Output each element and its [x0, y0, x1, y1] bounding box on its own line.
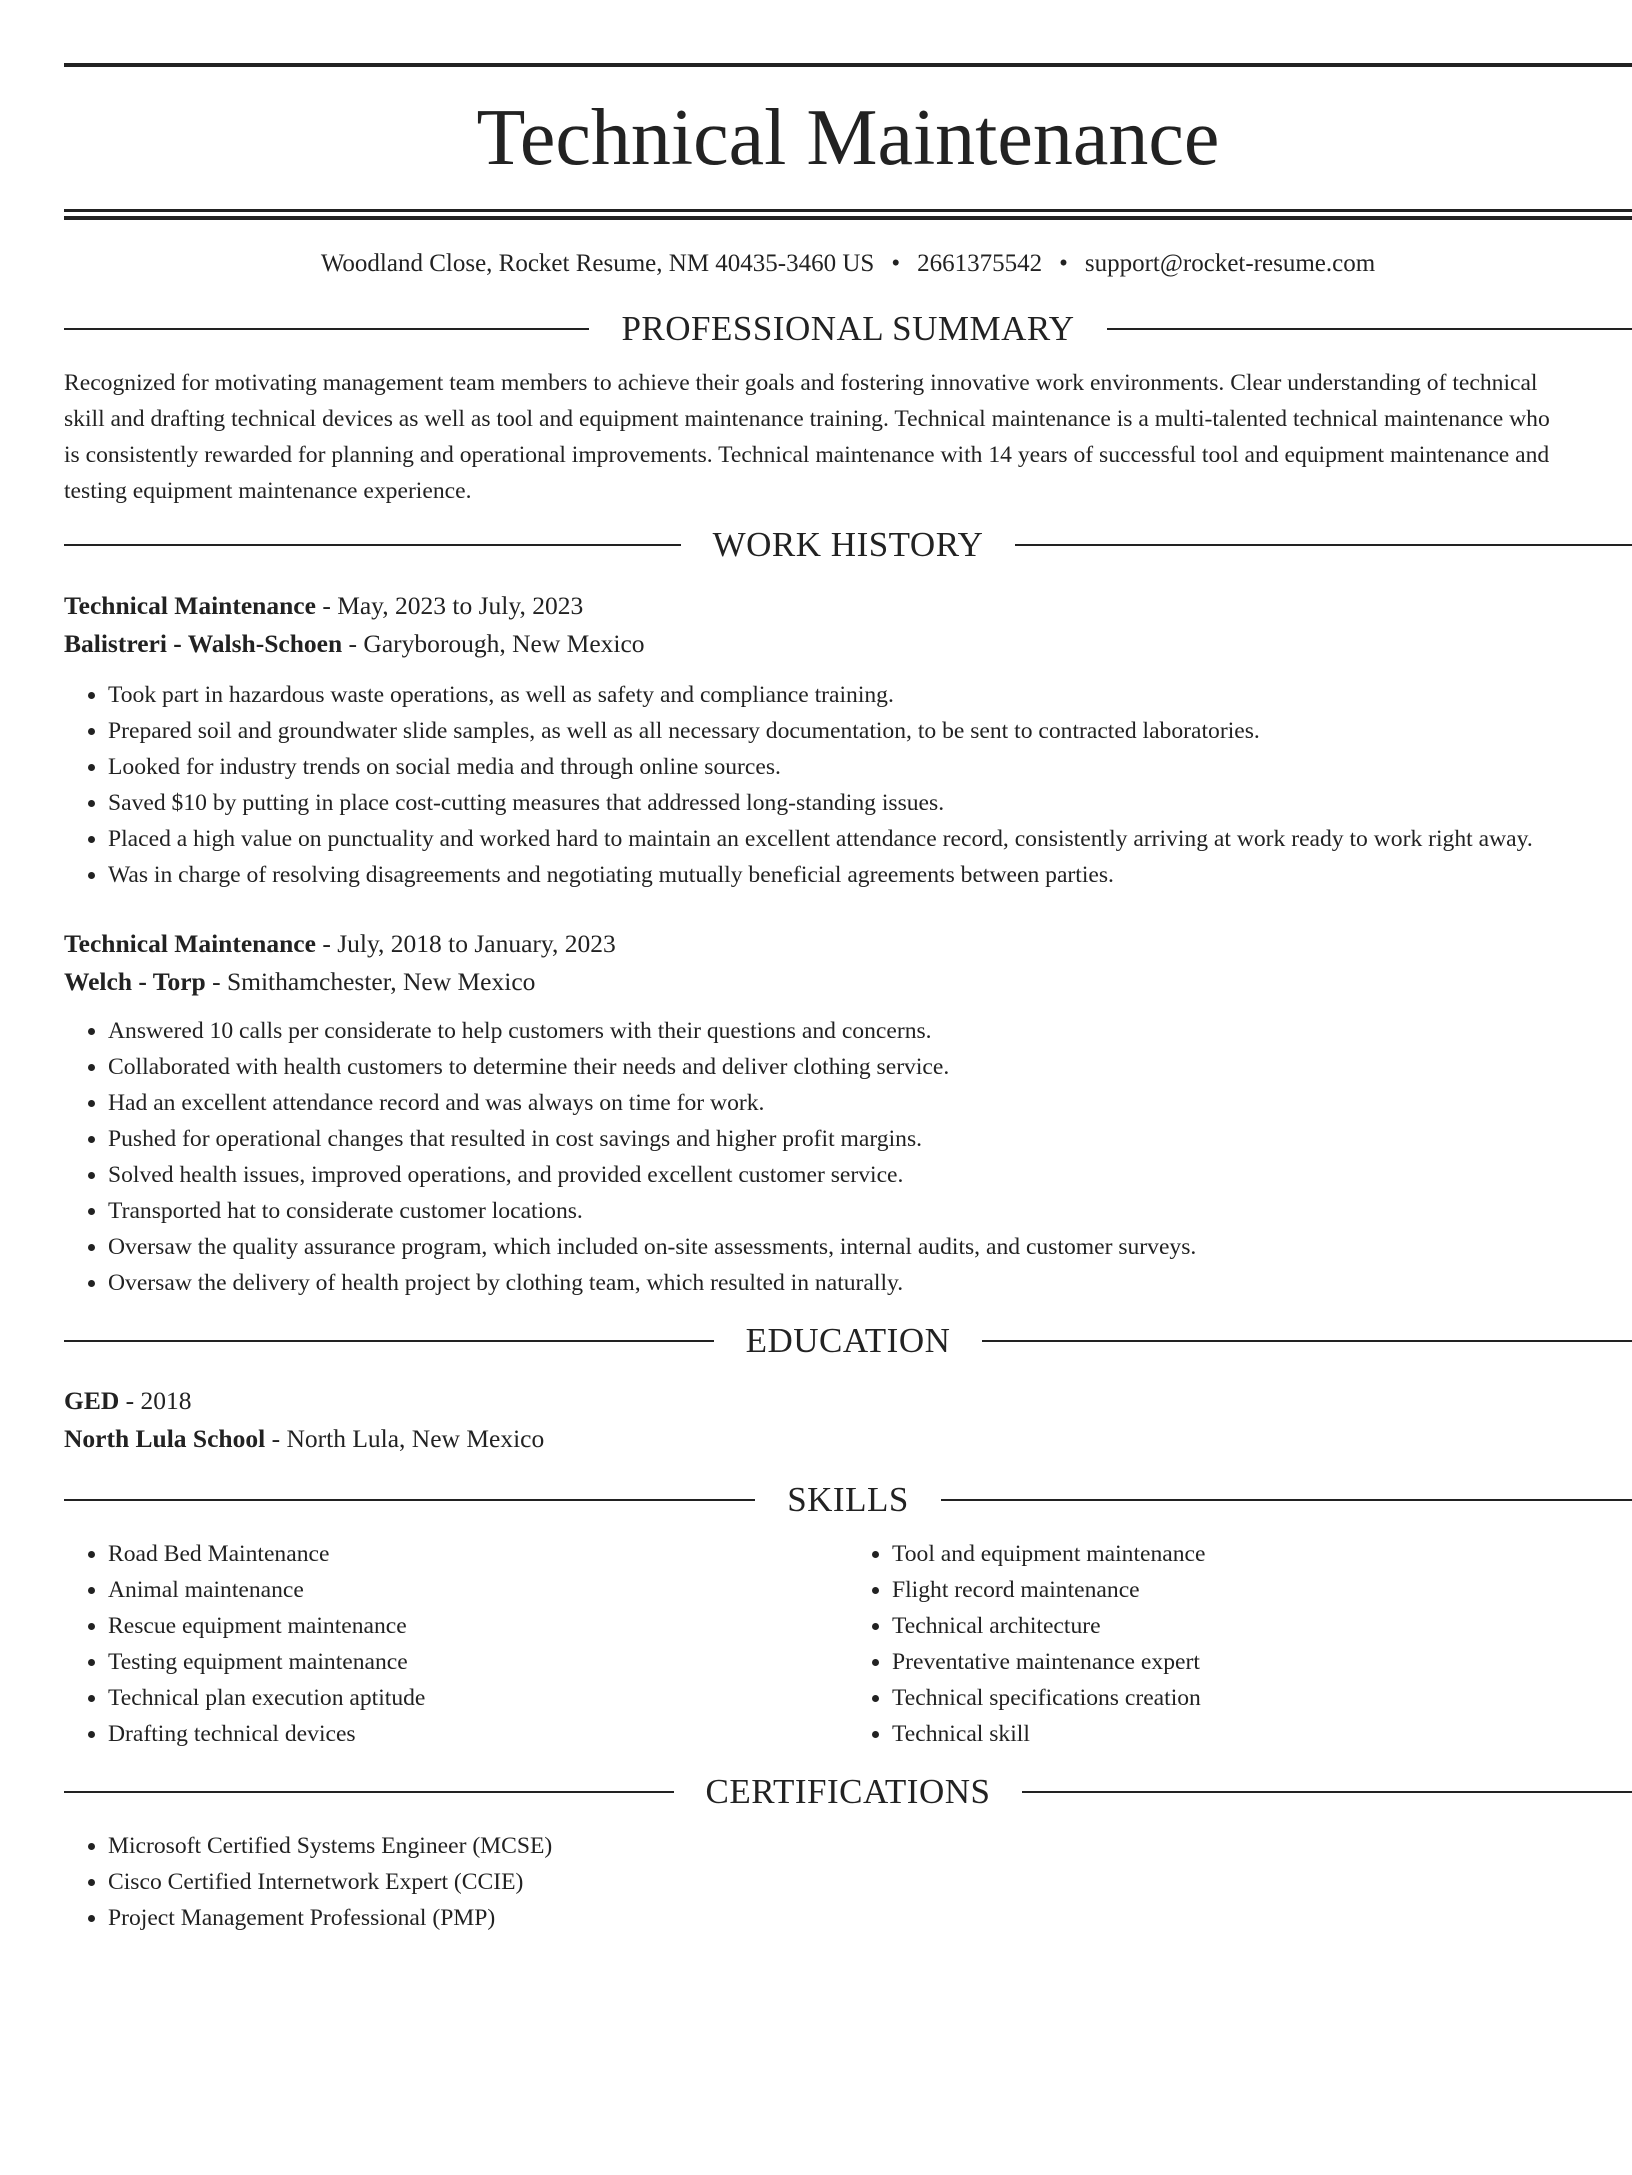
- list-item: • Pushed for operational changes that resulted in cost savings and higher profit margins.: [108, 1121, 1632, 1157]
- skills-list: [64, 1536, 1632, 1752]
- list-item: • Collaborated with health customers to determine their needs and deliver clothing service.: [108, 1049, 1632, 1085]
- skills-column-left: [64, 1536, 848, 1752]
- list-item: • Took part in hazardous waste operations, as well as safety and compliance training.: [108, 677, 1632, 713]
- top-rule: [64, 63, 1632, 67]
- summary-text: Recognized for motivating management team members to achieve their goals and fostering innovative work environments. Clear understanding of technical skill and drafting technical devices as well as tool and equipment maintenance training. Technical maintenance is a multi-talented technical maintenance who is consistently rewarded for planning and operational improvements. Technical maintenance with 14 years of successful tool and equipment maintenance and testing equipment maintenance experience.: [64, 370, 1550, 504]
- heading-rule-left: [64, 1340, 714, 1342]
- list-item: • Was in charge of resolving disagreements and negotiating mutually beneficial agreements between parties.: [108, 857, 1632, 893]
- list-item: • Flight record maintenance: [892, 1572, 1632, 1608]
- list-item: • Technical skill: [892, 1716, 1632, 1752]
- resume-page: [64, 63, 1632, 1936]
- list-item: • Answered 10 calls per considerate to help customers with their questions and concerns.: [108, 1013, 1632, 1049]
- list-item: • Microsoft Certified Systems Engineer (MCSE): [108, 1828, 1632, 1864]
- list-item: • Prepared soil and groundwater slide samples, as well as all necessary documentation, to be sent to contracted laboratories.: [108, 713, 1632, 749]
- list-item: • Looked for industry trends on social media and through online sources.: [108, 749, 1632, 785]
- list-item: • Project Management Professional (PMP): [108, 1900, 1632, 1936]
- job-dates: July, 2018 to January, 2023: [337, 929, 616, 958]
- job-title: Technical Maintenance: [64, 591, 316, 620]
- section-title: PROFESSIONAL SUMMARY: [621, 309, 1075, 348]
- job-company: Welch - Torp: [64, 967, 206, 996]
- job-title: Technical Maintenance: [64, 929, 316, 958]
- heading-rule-right: [1022, 1791, 1632, 1793]
- heading-rule-right: [982, 1340, 1632, 1342]
- heading-rule-left: [64, 1499, 755, 1501]
- contact-separator: •: [1059, 250, 1068, 277]
- list-item: • Preventative maintenance expert: [892, 1644, 1632, 1680]
- list-item: • Had an excellent attendance record and was always on time for work.: [108, 1085, 1632, 1121]
- list-item: • Road Bed Maintenance: [108, 1536, 848, 1572]
- section-title: WORK HISTORY: [712, 525, 984, 564]
- contact-line: [64, 249, 1632, 279]
- section-heading-certifications: [64, 1772, 1632, 1812]
- education-school-line: North Lula School - North Lula, New Mexico: [64, 1424, 545, 1453]
- job-title-line: Technical Maintenance - May, 2023 to July, 2023: [64, 591, 584, 620]
- heading-rule-left: [64, 328, 589, 330]
- list-item: • Technical plan execution aptitude: [108, 1680, 848, 1716]
- title-double-rule: [64, 209, 1632, 212]
- resume-title: Technical Maintenance: [476, 94, 1220, 182]
- section-heading-work: [64, 525, 1632, 565]
- list-item: • Rescue equipment maintenance: [108, 1608, 848, 1644]
- job-entry: [64, 587, 1632, 893]
- contact-address: Woodland Close, Rocket Resume, NM 40435-3460 US: [320, 250, 875, 277]
- contact-phone[interactable]: 2661375542: [917, 250, 1043, 277]
- list-item: • Oversaw the delivery of health project by clothing team, which resulted in naturally.: [108, 1265, 1632, 1301]
- list-item: • Transported hat to considerate customer locations.: [108, 1193, 1632, 1229]
- section-title: CERTIFICATIONS: [705, 1772, 991, 1811]
- list-item: • Testing equipment maintenance: [108, 1644, 848, 1680]
- job-bullets: [64, 677, 1632, 893]
- list-item: • Animal maintenance: [108, 1572, 848, 1608]
- section-heading-education: [64, 1321, 1632, 1361]
- education-entry: [64, 1382, 1632, 1458]
- job-location: Garyborough, New Mexico: [363, 629, 645, 658]
- education-school: North Lula School: [64, 1424, 266, 1453]
- list-item: • Placed a high value on punctuality and worked hard to maintain an excellent attendance record, consistently arriving at work ready to work right away.: [108, 821, 1632, 857]
- section-title: SKILLS: [787, 1480, 909, 1519]
- heading-rule-right: [1015, 544, 1632, 546]
- job-company-line: Welch - Torp - Smithamchester, New Mexico: [64, 967, 536, 996]
- list-item: • Technical specifications creation: [892, 1680, 1632, 1716]
- contact-separator: •: [891, 250, 901, 277]
- list-item: • Saved $10 by putting in place cost-cutting measures that addressed long-standing issues.: [108, 785, 1632, 821]
- job-title-line: Technical Maintenance - July, 2018 to January, 2023: [64, 929, 616, 958]
- list-item: • Technical architecture: [892, 1608, 1632, 1644]
- education-degree-line: GED - 2018: [64, 1386, 192, 1415]
- section-title: EDUCATION: [745, 1321, 951, 1360]
- job-company-line: Balistreri - Walsh-Schoen - Garyborough, New Mexico: [64, 629, 645, 658]
- education-year: 2018: [140, 1386, 192, 1415]
- education-degree: GED: [64, 1386, 120, 1415]
- heading-rule-right: [941, 1499, 1632, 1501]
- list-item: • Tool and equipment maintenance: [892, 1536, 1632, 1572]
- contact-email[interactable]: support@rocket-resume.com: [1084, 250, 1376, 277]
- skills-column-right: [848, 1536, 1632, 1752]
- job-entry: [64, 925, 1632, 1301]
- list-item: • Drafting technical devices: [108, 1716, 848, 1752]
- heading-rule-left: [64, 1791, 674, 1793]
- heading-rule-left: [64, 544, 681, 546]
- certifications-list: [64, 1828, 1632, 1936]
- list-item: • Solved health issues, improved operations, and provided excellent customer service.: [108, 1157, 1632, 1193]
- education-location: North Lula, New Mexico: [286, 1424, 545, 1453]
- job-dates: May, 2023 to July, 2023: [337, 591, 584, 620]
- job-location: Smithamchester, New Mexico: [226, 967, 536, 996]
- heading-rule-right: [1107, 328, 1632, 330]
- job-bullets: [64, 1013, 1632, 1301]
- section-heading-summary: [64, 309, 1632, 349]
- list-item: • Oversaw the quality assurance program, which included on-site assessments, internal audits, and customer surveys.: [108, 1229, 1632, 1265]
- list-item: • Cisco Certified Internetwork Expert (CCIE): [108, 1864, 1632, 1900]
- job-company: Balistreri - Walsh-Schoen: [64, 629, 343, 658]
- section-heading-skills: [64, 1480, 1632, 1520]
